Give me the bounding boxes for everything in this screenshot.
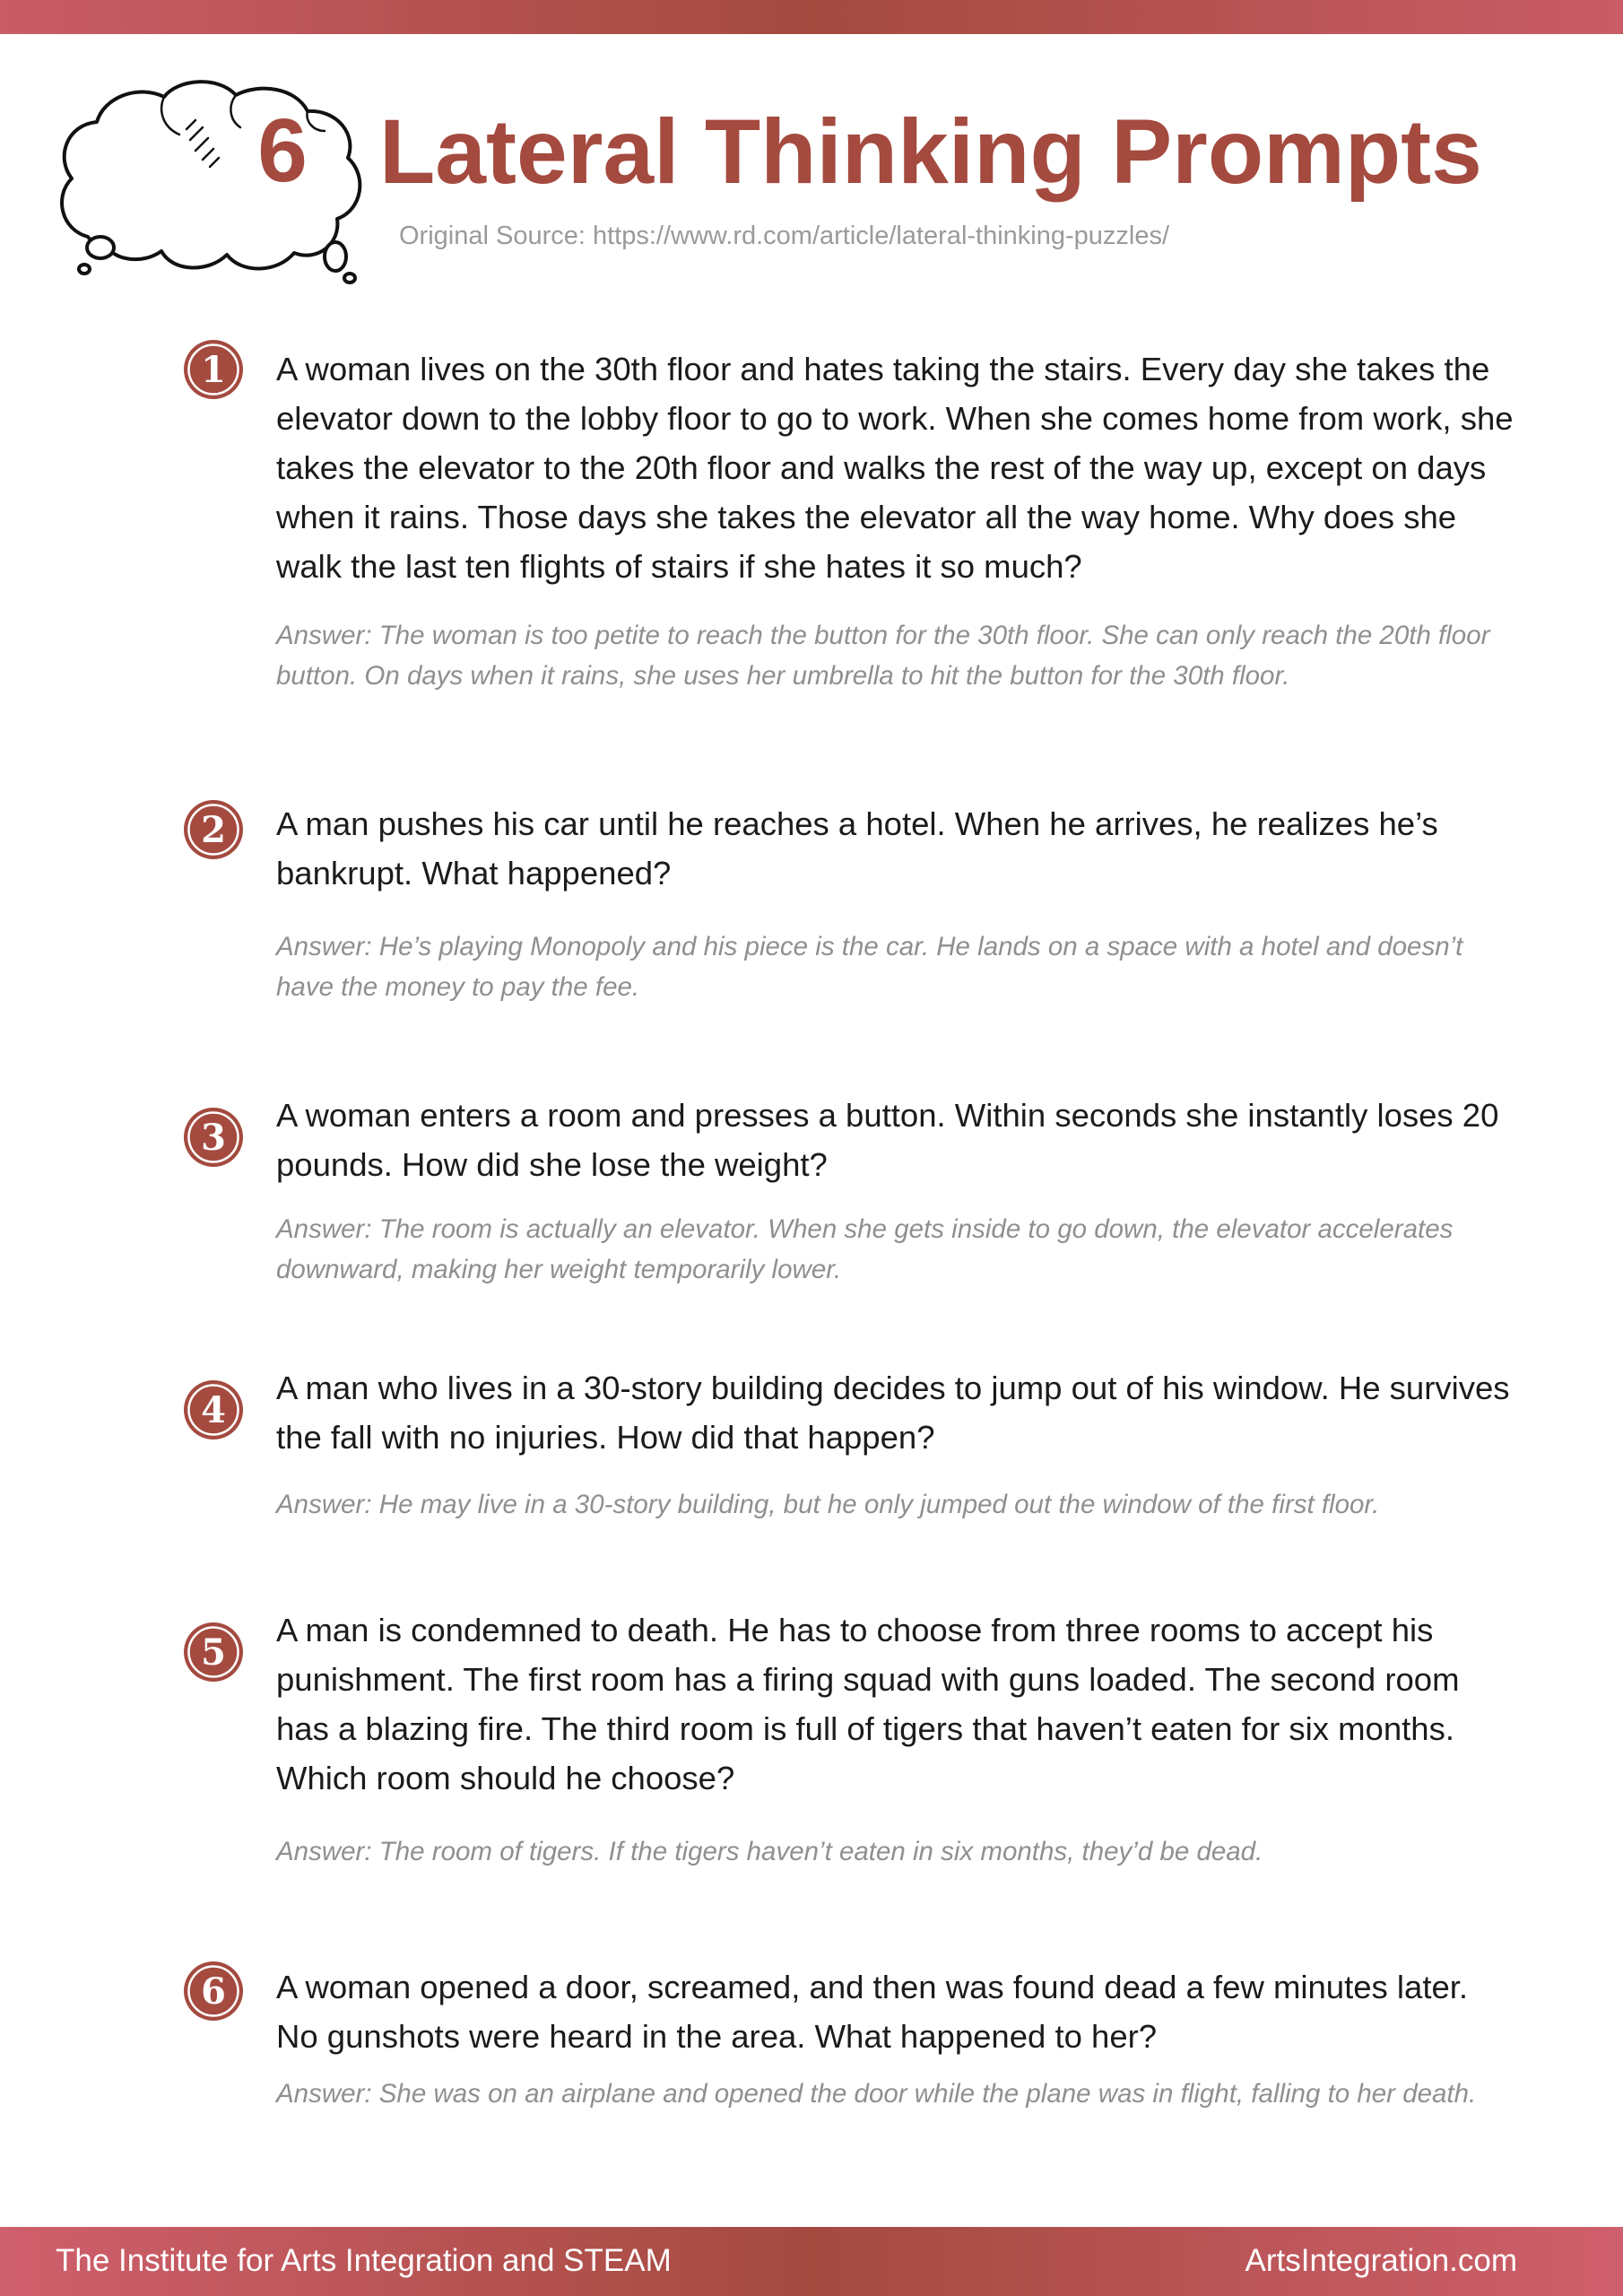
prompt-question: A man pushes his car until he reaches a hotel. When he arrives, he realizes he’s bankrupt. What happened? xyxy=(276,805,1438,891)
prompt-question: A woman enters a room and presses a button. Within seconds she instantly loses 20 pounds. How did she lose the weight? xyxy=(276,1097,1499,1183)
number-badge-icon xyxy=(183,799,244,860)
top-accent-bar xyxy=(0,0,1623,34)
badge-number: 3 xyxy=(201,1117,226,1159)
number-badge-icon xyxy=(183,339,244,400)
prompt-question: A woman lives on the 30th floor and hates taking the stairs. Every day she takes the elevator down to the lobby floor to go to work. When she comes home from work, she takes the elevator to the 20th floor and walks the rest of the way up, except on days when it rains. Those days she takes the elevator all the way home. Why does she walk the last ten flights of stairs if she hates it so much? xyxy=(276,351,1514,585)
prompt-answer: Answer: She was on an airplane and opened the door while the plane was in flight, falling to her death. xyxy=(276,2079,1477,2109)
prompt-question: A man who lives in a 30-story building decides to jump out of his window. He survives the fall with no injuries. How did that happen? xyxy=(276,1370,1510,1456)
prompt-answer: Answer: The room of tigers. If the tigers haven’t eaten in six months, they’d be dead. xyxy=(276,1837,1263,1866)
number-badge-icon xyxy=(183,1107,244,1168)
prompt-question: A man is condemned to death. He has to choose from three rooms to accept his punishment. The first room has a firing squad with guns loaded. The second room has a blazing fire. The third room is full of tigers that haven’t eaten for six months. Which room should he choose? xyxy=(276,1612,1460,1796)
prompt-answer: Answer: The woman is too petite to reach the button for the 30th floor. She can only reach the 20th floor button. On days when it rains, she uses her umbrella to hit the button for the 30th floor. xyxy=(276,621,1490,691)
badge-number: 5 xyxy=(201,1631,226,1674)
page-title: Lateral Thinking Prompts xyxy=(379,100,1482,203)
number-badge-icon xyxy=(183,1961,244,2022)
thought-cloud-icon xyxy=(52,75,375,287)
prompt-answer: Answer: He’s playing Monopoly and his piece is the car. He lands on a space with a hotel and doesn’t have the money to pay the fee. xyxy=(276,932,1463,1002)
footer-organization: The Institute for Arts Integration and STEAM xyxy=(56,2243,672,2278)
number-badge-icon xyxy=(183,1622,244,1683)
badge-number: 1 xyxy=(201,349,226,391)
badge-number: 2 xyxy=(201,809,226,851)
number-badge-icon xyxy=(183,1379,244,1440)
badge-number: 4 xyxy=(201,1389,226,1431)
badge-number: 6 xyxy=(201,1970,226,2013)
prompt-question: A woman opened a door, screamed, and then was found dead a few minutes later. No gunshots were heard in the area. What happened to her? xyxy=(276,1969,1469,2055)
source-citation: Original Source: https://www.rd.com/article/lateral-thinking-puzzles/ xyxy=(399,222,1170,250)
title-number: 6 xyxy=(257,100,308,201)
prompt-answer: Answer: He may live in a 30-story building, but he only jumped out the window of the first floor. xyxy=(276,1490,1380,1519)
footer-website: ArtsIntegration.com xyxy=(1245,2243,1517,2278)
prompt-answer: Answer: The room is actually an elevator. When she gets inside to go down, the elevator accelerates downward, making her weight temporarily lower. xyxy=(276,1214,1454,1284)
footer-bar xyxy=(0,2227,1623,2296)
